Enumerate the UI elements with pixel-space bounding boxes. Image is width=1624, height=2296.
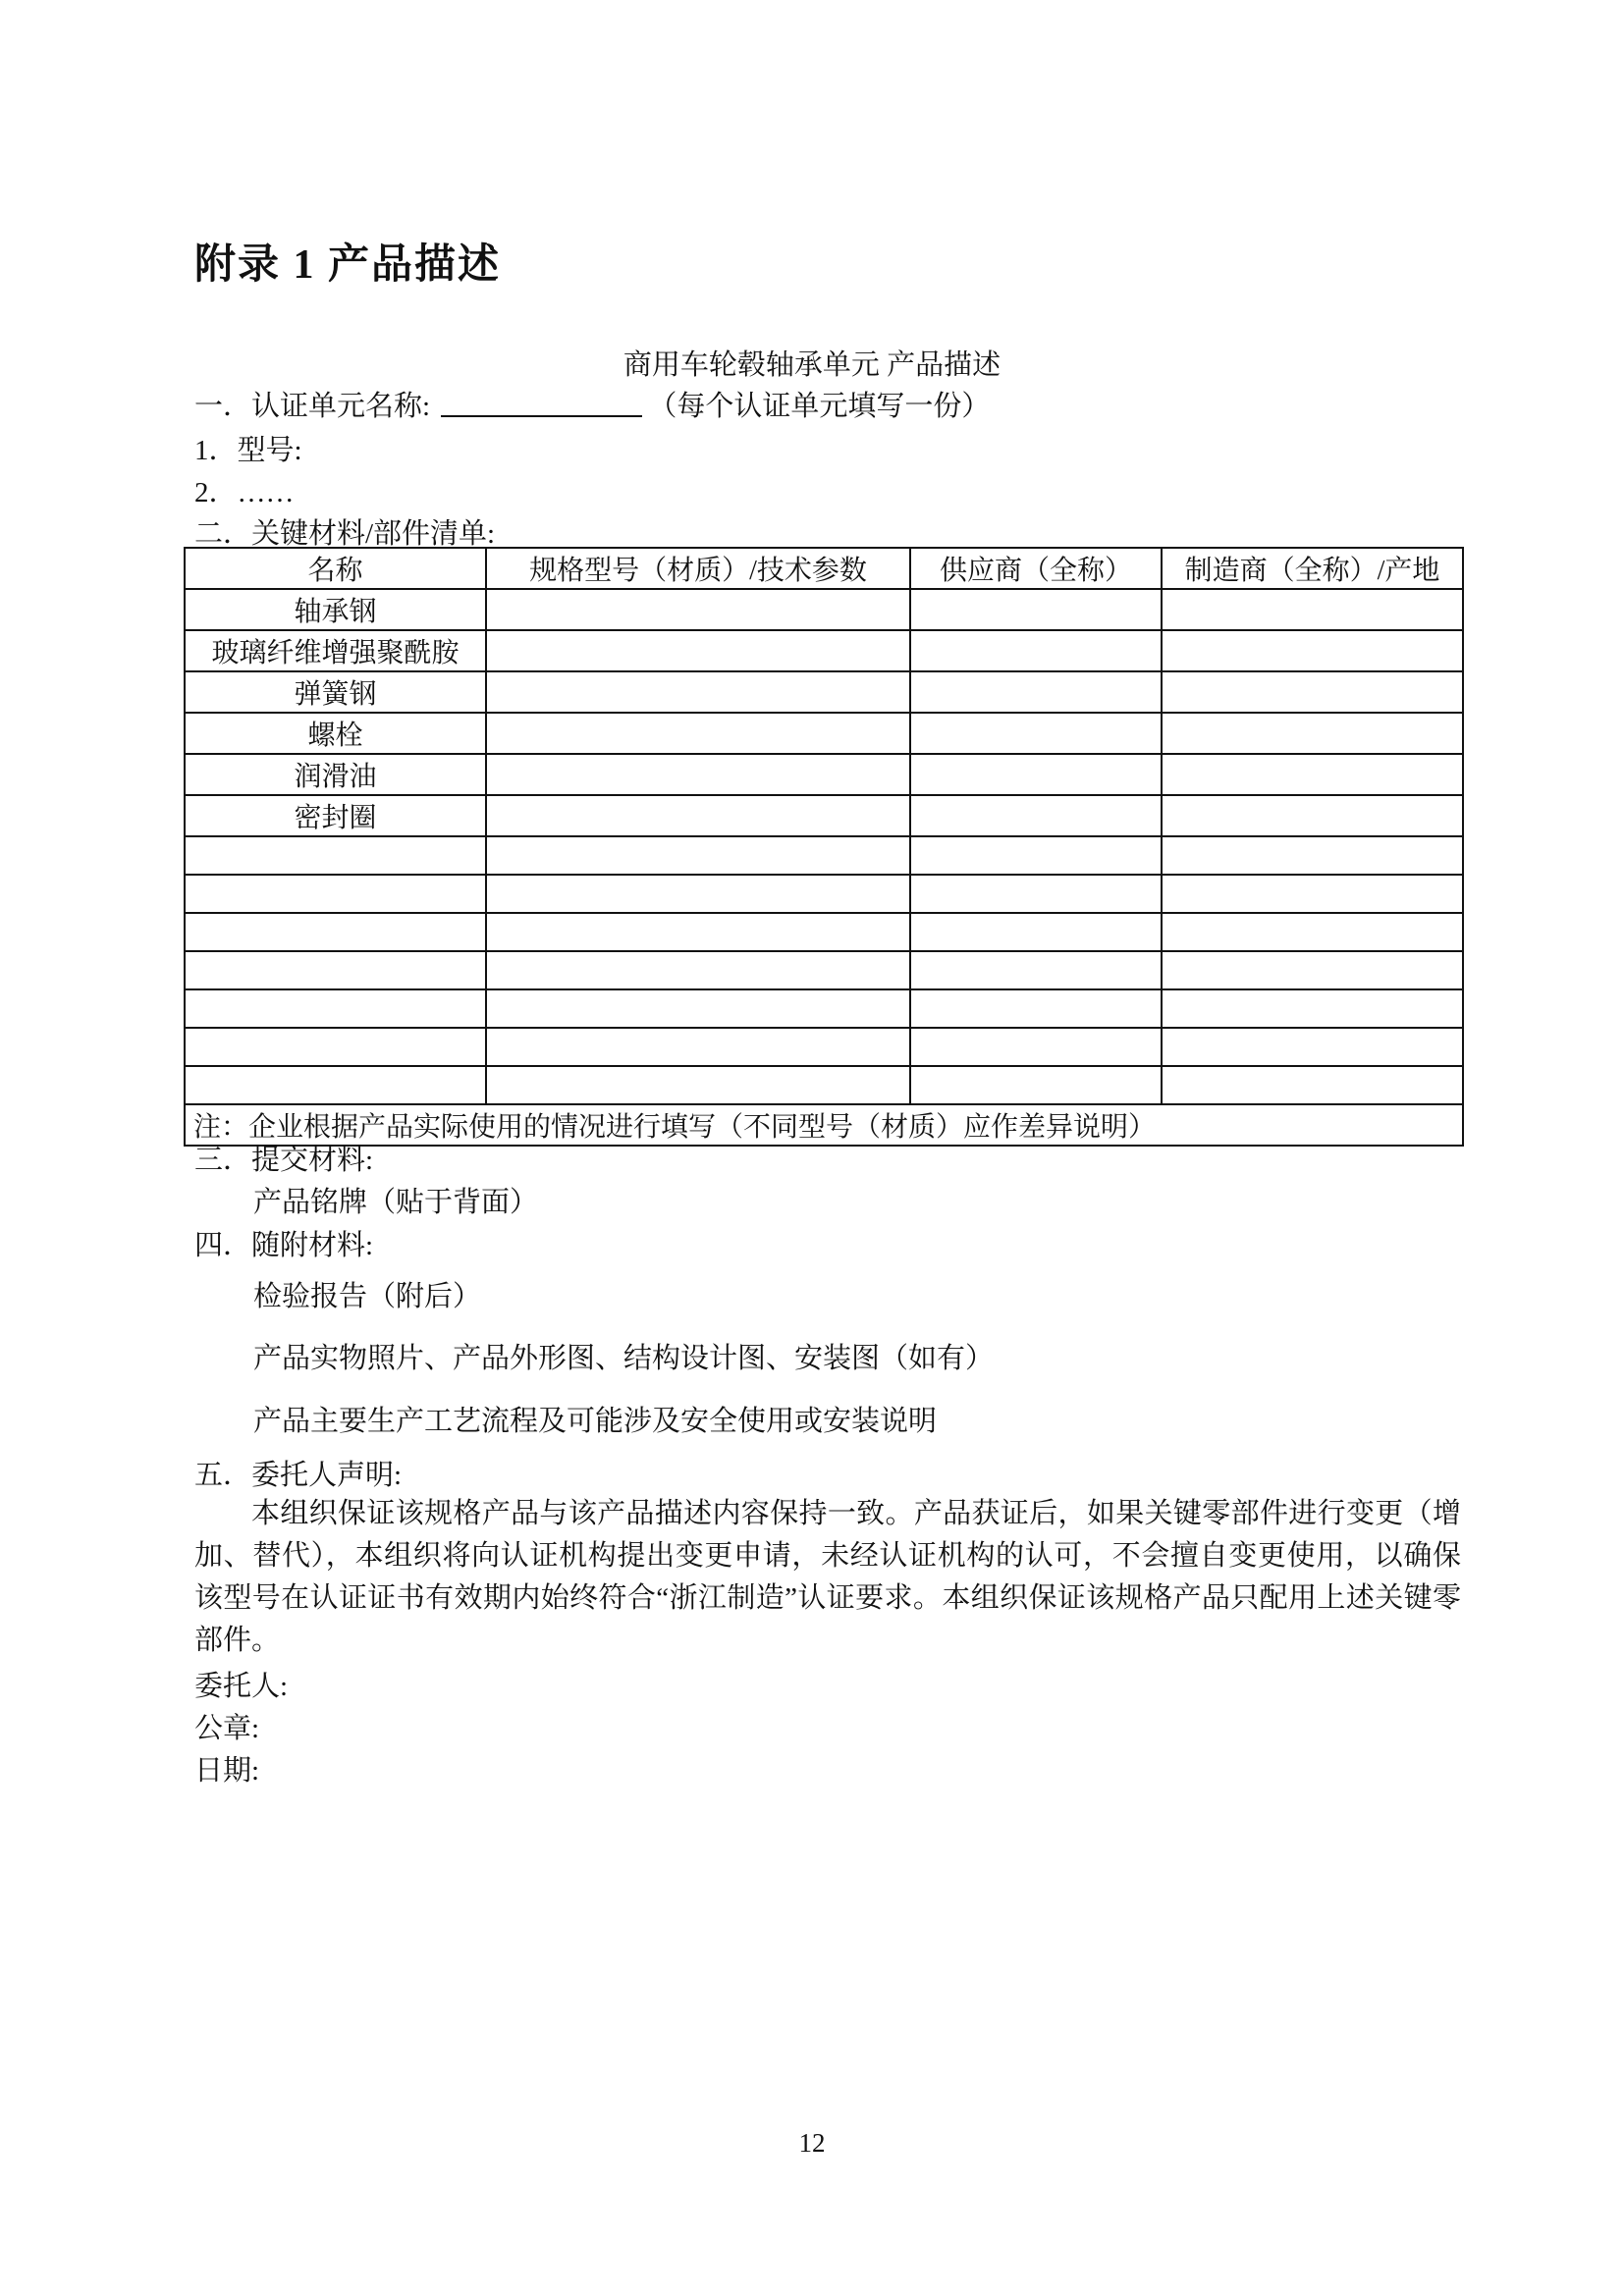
spec-cell <box>486 989 910 1028</box>
model-item: 1．型号: <box>194 435 302 466</box>
page-number: 12 <box>798 2128 826 2158</box>
spec-cell <box>486 836 910 875</box>
supplier-cell <box>910 1066 1162 1104</box>
spec-cell <box>486 589 910 630</box>
spec-cell <box>486 671 910 713</box>
manufacturer-cell <box>1162 671 1463 713</box>
manufacturer-cell <box>1162 913 1463 951</box>
spec-cell <box>486 713 910 754</box>
fill-in-blank <box>441 396 642 417</box>
cert-unit-label: 一．认证单元名称: <box>194 391 438 422</box>
spec-cell <box>486 875 910 913</box>
cert-unit-note: （每个认证单元填写一份） <box>648 391 991 422</box>
supplier-cell <box>910 836 1162 875</box>
material-name-cell <box>185 1066 486 1104</box>
official-seal-line: 公章: <box>194 1713 260 1744</box>
spec-cell <box>486 795 910 836</box>
material-name-cell <box>185 1028 486 1066</box>
spec-cell <box>486 951 910 989</box>
manufacturer-cell <box>1162 875 1463 913</box>
supplier-cell <box>910 795 1162 836</box>
material-row <box>185 1066 1463 1104</box>
supplier-cell <box>910 589 1162 630</box>
material-row <box>185 951 1463 989</box>
supplier-cell <box>910 713 1162 754</box>
material-name-cell: 润滑油 <box>185 754 486 795</box>
material-row <box>185 795 1463 836</box>
col-header-supplier: 供应商（全称） <box>910 548 1162 589</box>
spec-cell <box>486 1028 910 1066</box>
manufacturer-cell <box>1162 1066 1463 1104</box>
supplier-cell <box>910 989 1162 1028</box>
material-name-cell: 玻璃纤维增强聚酰胺 <box>185 630 486 671</box>
material-row <box>185 913 1463 951</box>
cert-unit-line <box>194 389 990 424</box>
supplier-cell <box>910 1028 1162 1066</box>
material-name-cell <box>185 951 486 989</box>
supplier-cell <box>910 671 1162 713</box>
nameplate-item: 产品铭牌（贴于背面） <box>253 1187 539 1218</box>
material-row <box>185 989 1463 1028</box>
appendix-title: 附录 1 产品描述 <box>194 242 502 288</box>
key-materials-heading: 二．关键材料/部件清单: <box>194 518 496 550</box>
client-signature-line: 委托人: <box>194 1671 289 1702</box>
spec-cell <box>486 913 910 951</box>
spec-cell <box>486 1066 910 1104</box>
material-name-cell: 密封圈 <box>185 795 486 836</box>
table-header-row <box>185 548 1463 589</box>
col-header-name: 名称 <box>185 548 486 589</box>
manufacturer-cell <box>1162 1028 1463 1066</box>
material-name-cell: 螺栓 <box>185 713 486 754</box>
process-safety-item: 产品主要生产工艺流程及可能涉及安全使用或安装说明 <box>253 1406 938 1437</box>
declaration-heading: 五．委托人声明: <box>194 1460 403 1491</box>
material-name-cell: 轴承钢 <box>185 589 486 630</box>
manufacturer-cell <box>1162 836 1463 875</box>
photos-drawings-item: 产品实物照片、产品外形图、结构设计图、安装图（如有） <box>253 1343 995 1374</box>
supplier-cell <box>910 754 1162 795</box>
manufacturer-cell <box>1162 589 1463 630</box>
doc-subtitle: 商用车轮毂轴承单元 产品描述 <box>623 349 1001 381</box>
manufacturer-cell <box>1162 989 1463 1028</box>
manufacturer-cell <box>1162 754 1463 795</box>
spec-cell <box>486 630 910 671</box>
material-row <box>185 875 1463 913</box>
material-row <box>185 1028 1463 1066</box>
manufacturer-cell <box>1162 713 1463 754</box>
col-header-spec: 规格型号（材质）/技术参数 <box>486 548 910 589</box>
manufacturer-cell <box>1162 630 1463 671</box>
date-line: 日期: <box>194 1755 260 1787</box>
table-note-row <box>185 1104 1463 1146</box>
material-row <box>185 836 1463 875</box>
manufacturer-cell <box>1162 951 1463 989</box>
supplier-cell <box>910 875 1162 913</box>
key-materials-table <box>184 547 1464 1147</box>
material-name-cell <box>185 875 486 913</box>
supplier-cell <box>910 951 1162 989</box>
material-row <box>185 754 1463 795</box>
attached-materials-heading: 四．随附材料: <box>194 1230 374 1261</box>
material-row <box>185 630 1463 671</box>
spec-cell <box>486 754 910 795</box>
material-row <box>185 713 1463 754</box>
material-name-cell <box>185 989 486 1028</box>
manufacturer-cell <box>1162 795 1463 836</box>
material-row <box>185 589 1463 630</box>
supplier-cell <box>910 913 1162 951</box>
material-name-cell: 弹簧钢 <box>185 671 486 713</box>
table-note: 注：企业根据产品实际使用的情况进行填写（不同型号（材质）应作差异说明） <box>185 1104 1463 1146</box>
material-name-cell <box>185 836 486 875</box>
submit-materials-heading: 三．提交材料: <box>194 1145 374 1176</box>
ellipsis-item: 2．…… <box>194 477 295 508</box>
inspection-report-item: 检验报告（附后） <box>253 1281 482 1312</box>
supplier-cell <box>910 630 1162 671</box>
material-row <box>185 671 1463 713</box>
material-name-cell <box>185 913 486 951</box>
declaration-paragraph: 本组织保证该规格产品与该产品描述内容保持一致。产品获证后，如果关键零部件进行变更（增加、替代），本组织将向认证机构提出变更申请，未经认证机构的认可，不会擅自变更使用，以确保该型号在认证证书有效期内始终符合“浙江制造”认证要求。本组织保证该规格产品只配用上述关键零部件。 <box>194 1498 1461 1656</box>
col-header-manufacturer: 制造商（全称）/产地 <box>1162 548 1463 589</box>
